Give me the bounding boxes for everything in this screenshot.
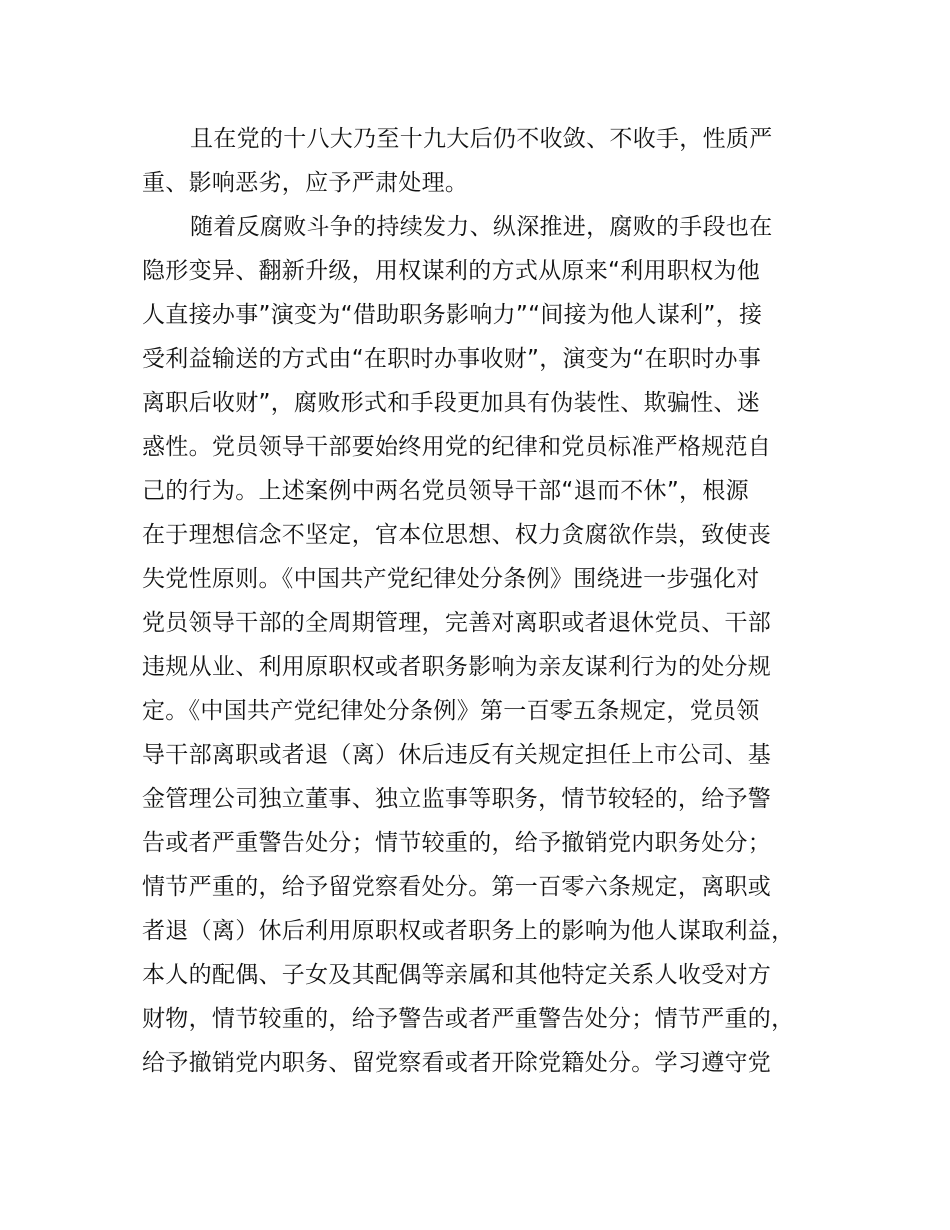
text-line: 隐形变异、翻新升级，用权谋利的方式从原来“利用职权为他 xyxy=(142,258,761,284)
text-line: 党员领导干部的全周期管理，完善对离职或者退休党员、干部 xyxy=(142,610,772,636)
document-page xyxy=(142,117,832,1085)
text-line: 金管理公司独立董事、独立监事等职务，情节较轻的，给予警 xyxy=(142,786,772,812)
text-line: 给予撤销党内职务、留党察看或者开除党籍处分。学习遵守党 xyxy=(142,1050,772,1076)
text-line: 人直接办事”演变为“借助职务影响力”“间接为他人谋利”，接 xyxy=(142,302,763,328)
text-line: 随着反腐败斗争的持续发力、纵深推进，腐败的手段也在 xyxy=(190,214,773,240)
text-line: 失党性原则。《中国共产党纪律处分条例》围绕进一步强化对 xyxy=(142,566,760,592)
text-line: 定。《中国共产党纪律处分条例》第一百零五条规定，党员领 xyxy=(142,698,760,724)
text-line: 惑性。党员领导干部要始终用党的纪律和党员标准严格规范自 xyxy=(142,434,772,460)
text-line: 重、影响恶劣，应予严肃处理。 xyxy=(142,170,469,196)
text-line: 者退（离）休后利用原职权或者职务上的影响为他人谋取利益， xyxy=(142,918,795,944)
text-line: 在于理想信念不坚定，官本位思想、权力贪腐欲作祟，致使丧 xyxy=(142,522,772,548)
text-line: 违规从业、利用原职权或者职务影响为亲友谋利行为的处分规 xyxy=(142,654,772,680)
text-line: 导干部离职或者退（离）休后违反有关规定担任上市公司、基 xyxy=(142,742,772,768)
text-line: 受利益输送的方式由“在职时办事收财”，演变为“在职时办事 xyxy=(142,346,762,372)
text-line: 情节严重的，给予留党察看处分。第一百零六条规定，离职或 xyxy=(142,874,772,900)
text-line: 离职后收财”，腐败形式和手段更加具有伪装性、欺骗性、迷 xyxy=(142,390,761,416)
text-line: 己的行为。上述案例中两名党员领导干部“退而不休”，根源 xyxy=(142,478,749,504)
text-line: 本人的配偶、子女及其配偶等亲属和其他特定关系人收受对方 xyxy=(142,962,772,988)
paragraph-1 xyxy=(142,117,832,205)
paragraph-2 xyxy=(142,205,832,1085)
text-line: 且在党的十八大乃至十九大后仍不收敛、不收手，性质严 xyxy=(190,126,773,152)
text-line: 告或者严重警告处分；情节较重的，给予撤销党内职务处分； xyxy=(142,830,772,856)
text-line: 财物，情节较重的，给予警告或者严重警告处分；情节严重的， xyxy=(142,1006,795,1032)
